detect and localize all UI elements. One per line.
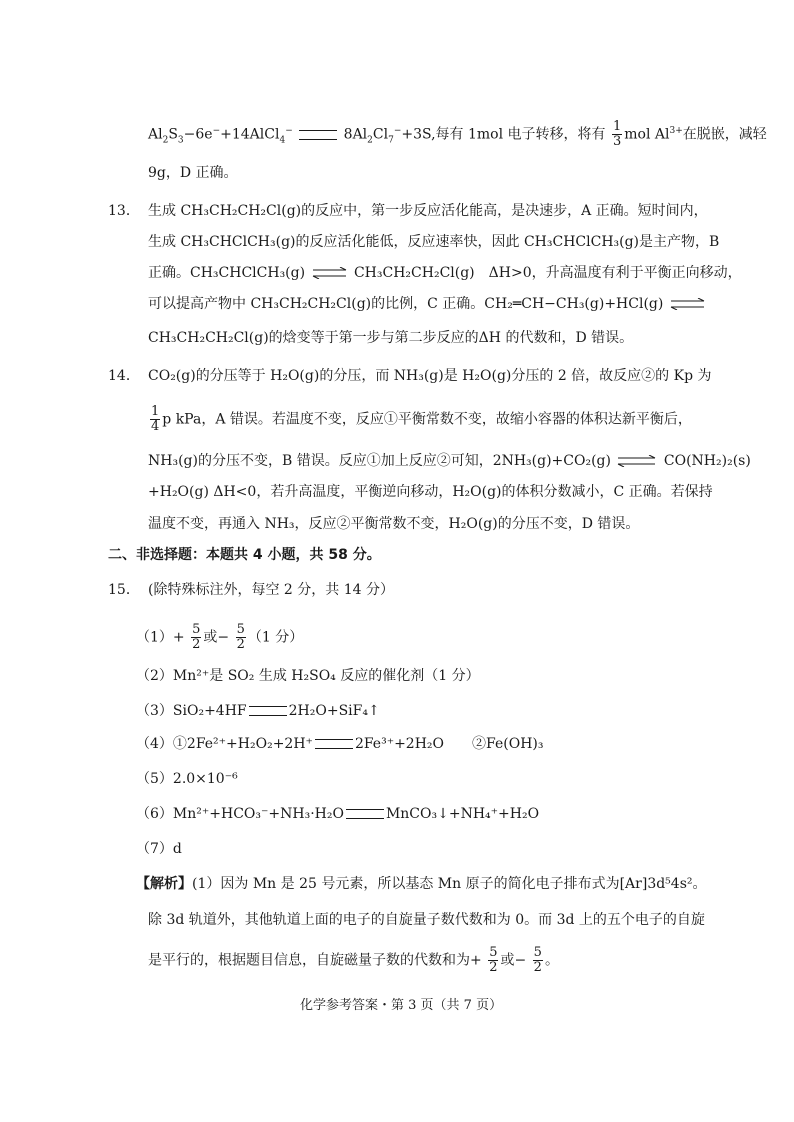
text-line: CO₂(g)的分压等于 H₂O(g)的分压，而 NH₃(g)是 H₂O(g)分压的 2 倍，故反应②的 Kp 为 [148,368,712,384]
equals-arrow [315,739,353,749]
numerator: 1 [151,404,160,419]
text: （1） [136,629,173,646]
sub: 2 [367,135,373,146]
text: Cl [372,126,389,143]
text: +3S,每有 1mol 电子转移，将有 [401,126,606,143]
sup: − [393,125,402,136]
text: −6e [183,126,213,143]
text: 是平行的，根据题目信息，自旋磁量子数的代数和为+ [148,952,482,969]
answer-1 [136,623,303,652]
text: 在脱嵌，减轻 [682,126,767,143]
section-heading: 二、非选择题：本题共 4 小题，共 58 分。 [108,547,381,563]
text: CO(NH₂)₂(s) [663,453,751,469]
answer-4 [136,734,543,754]
explanation-line [136,874,707,894]
sub: 4 [279,135,286,146]
text-line: 除 3d 轨道外，其他轨道上面的电子的自旋量子数代数和为 0。而 3d 上的五个电子的自旋 [148,912,705,928]
denominator: 2 [236,637,245,652]
denominator: 2 [489,960,498,975]
equals-arrow [249,706,287,716]
equation-line [148,120,767,149]
fraction [236,623,246,652]
answer-7: （7）d [136,841,182,857]
numerator: 5 [533,945,542,960]
text-line: CH₃CH₂CH₂Cl(g)的焓变等于第一步与第二步反应的ΔH 的代数和，D 错误。 [148,330,634,346]
sup: 3+ [669,125,683,136]
fraction [150,405,160,434]
text-line [148,405,692,434]
sup: − [212,125,221,136]
text: NH₃(g)的分压不变，B 错误。反应①加上反应②可知，2NH₃(g)+CO₂(g) [148,453,611,469]
sub: 3 [177,135,184,146]
text-line: 生成 CH₃CHClCH₃(g)的反应活化能低，反应速率快，因此 CH₃CHClCH₃(g)是主产物，B [148,234,720,250]
answer-2: （2）Mn²⁺是 SO₂ 生成 H₂SO₄ 反应的催化剂（1 分） [136,668,480,684]
page-footer: 化学参考答案・第 3 页（共 7 页） [300,998,503,1013]
equals-arrow [346,809,384,819]
text: （6）Mn²⁺+HCO₃⁻+NH₃·H₂O [136,806,344,822]
text-line: +H₂O(g) ΔH<0，若升高温度，平衡逆向移动，H₂O(g)的体积分数减小，C 正确。若保持 [148,484,713,500]
text: CH₃CH₂CH₂Cl(g) ΔH>0，升高温度有利于平衡正向移动， [353,265,742,281]
text-line [148,451,751,471]
text: (1）因为 Mn 是 25 号元素，所以基态 Mn 原子的简化电子排布式为[Ar]3d⁵4s²。 [192,876,707,892]
numerator: 5 [489,945,498,960]
denominator: 4 [151,419,160,434]
equals-arrow [299,130,337,140]
question-number: 14． [108,368,140,384]
denominator: 3 [613,134,622,149]
text: 2Fe³⁺+2H₂O ②Fe(OH)₃ [354,736,544,752]
text: MnCO₃↓+NH₄⁺+H₂O [385,806,540,822]
text-line [148,946,559,975]
sub: 7 [388,135,394,146]
denominator: 2 [533,960,542,975]
question-number: 13． [108,203,140,219]
fraction [488,946,498,975]
text: 正确。CH₃CHClCH₃(g) [148,265,306,281]
answer-5: （5）2.0×10⁻⁶ [136,771,238,787]
text-line: 9g，D 正确。 [148,165,238,181]
text-line [148,294,708,314]
text: （4）①2Fe²⁺+H₂O₂+2H⁺ [136,736,313,752]
text: 可以提高产物中 CH₃CH₂CH₂Cl(g)的比例，C 正确。CH₂═CH−CH₃(g)+HCl(g) [148,296,664,312]
text: 2H₂O+SiF₄↑ [288,703,380,719]
text-line: 温度不变，再通入 NH₃，反应②平衡常数不变，H₂O(g)的分压不变，D 错误。 [148,516,640,532]
numerator: 5 [236,622,245,637]
reversible-arrow-icon [312,267,348,279]
text-line: (除特殊标注外，每空 2 分，共 14 分） [148,582,394,598]
text-line [148,263,742,283]
text: S [168,126,178,143]
text: mol Al [624,126,670,143]
answer-3 [136,701,380,721]
text: 8Al [343,126,368,143]
explanation-tag: 【解析】 [136,876,192,892]
text: （3）SiO₂+4HF [136,703,247,719]
question-number: 15． [108,582,140,598]
numerator: 1 [613,119,622,134]
text: 或− [500,952,527,969]
sub: 2 [162,135,169,146]
answer-6 [136,804,539,824]
text: +14AlCl [220,126,280,143]
reversible-arrow-icon [670,298,706,310]
text: Al [148,126,163,143]
text-line: 生成 CH₃CH₂CH₂Cl(g)的反应中，第一步反应活化能高，是决速步，A 正确。短时间内， [148,203,708,219]
text: （1 分） [247,629,304,646]
numerator: 5 [192,622,201,637]
text: + [172,629,185,646]
text: 。 [544,952,559,969]
sup: − [285,125,293,136]
text: p kPa，A 错误。若温度不变，反应①平衡常数不变，故缩小容器的体积达新平衡后， [162,411,692,428]
fraction [191,623,201,652]
denominator: 2 [192,637,201,652]
text: 或− [203,629,230,646]
fraction [533,946,543,975]
reversible-arrow-icon [617,455,657,467]
fraction [612,120,622,149]
